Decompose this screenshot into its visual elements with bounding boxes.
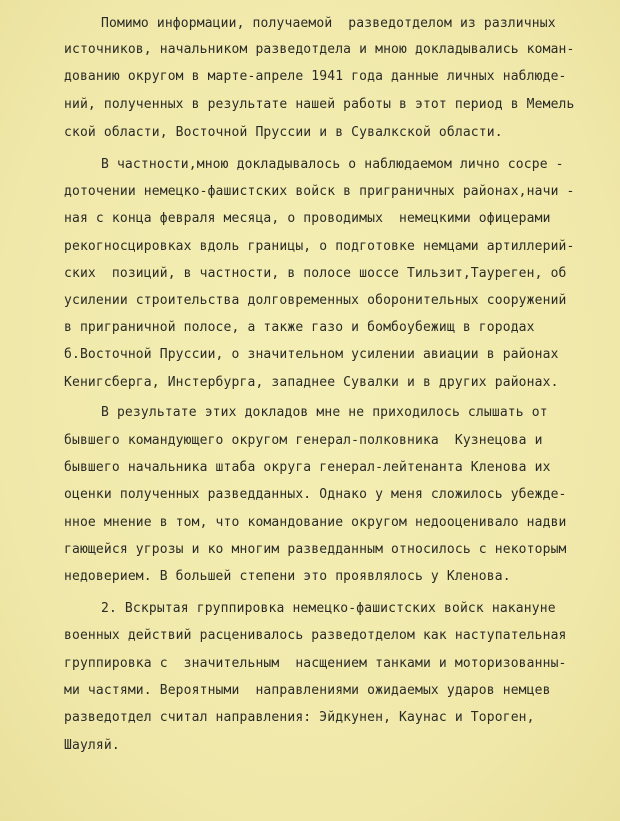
text-line: военных действий расценивалось разведотделом как наступательная [64, 628, 567, 643]
text-line: бывшего командующего округом генерал-полковника Кузнецова и [64, 433, 543, 448]
text-line: гающейся угрозы и ко многим разведданным относилось с некоторым [64, 542, 567, 557]
text-line: нное мнение в том, что командование округом недооценивало надви [64, 515, 567, 530]
text-line: ских позиций, в частности, в полосе шоссе Тильзит,Тауреген, об [64, 266, 567, 281]
text-line: ми частями. Вероятными направлениями ожидаемых ударов немцев [64, 683, 551, 698]
text-line: источников, начальником разведотдела и мною докладывались коман- [64, 42, 575, 57]
text-line: В результате этих докладов мне не приходилось слышать от [101, 405, 548, 420]
text-line: Помимо информации, получаемой разведотделом из различных [101, 16, 556, 31]
text-line: ний, полученных в результате нашей работы в этот период в Мемель [64, 97, 575, 112]
text-line: оценки полученных разведданных. Однако у меня сложилось убежде- [64, 487, 567, 502]
text-line: в приграничной полосе, а также газо и бомбоубежищ в городах [64, 320, 535, 335]
text-line: ской области, Восточной Пруссии и в Сувалкской области. [64, 125, 503, 140]
text-line: Кенигсберга, Инстербурга, западнее Сувалки и в других районах. [64, 375, 559, 390]
text-line: дованию округом в марте-апреле 1941 года данные личных наблюде- [64, 69, 567, 84]
text-line: б.Восточной Пруссии, о значительном усилении авиации в районах [64, 347, 559, 362]
text-line: усилении строительства долговременных оборонительных сооружений [64, 293, 567, 308]
text-line: 2. Вскрытая группировка немецко-фашистских войск накануне [101, 601, 556, 616]
text-line: разведотдел считал направления: Эйдкунен, Каунас и Тороген, [64, 710, 535, 725]
text-line: ная с конца февраля месяца, о проводимых немецкими офицерами [64, 211, 551, 226]
text-line: недоверием. В большей степени это проявлялось у Кленова. [64, 569, 511, 584]
text-line: доточении немецко-фашистских войск в приграничных районах,начи - [64, 184, 575, 199]
text-line: Шауляй. [64, 738, 120, 753]
text-line: рекогносцировках вдоль границы, о подготовке немцами артиллерий- [64, 239, 575, 254]
text-line: В частности,мною докладывалось о наблюдаемом лично сосре - [101, 157, 564, 172]
text-line: бывшего начальника штаба округа генерал-лейтенанта Кленова их [64, 460, 551, 475]
text-line: группировка с значительным насщением танками и моторизованны- [64, 656, 567, 671]
